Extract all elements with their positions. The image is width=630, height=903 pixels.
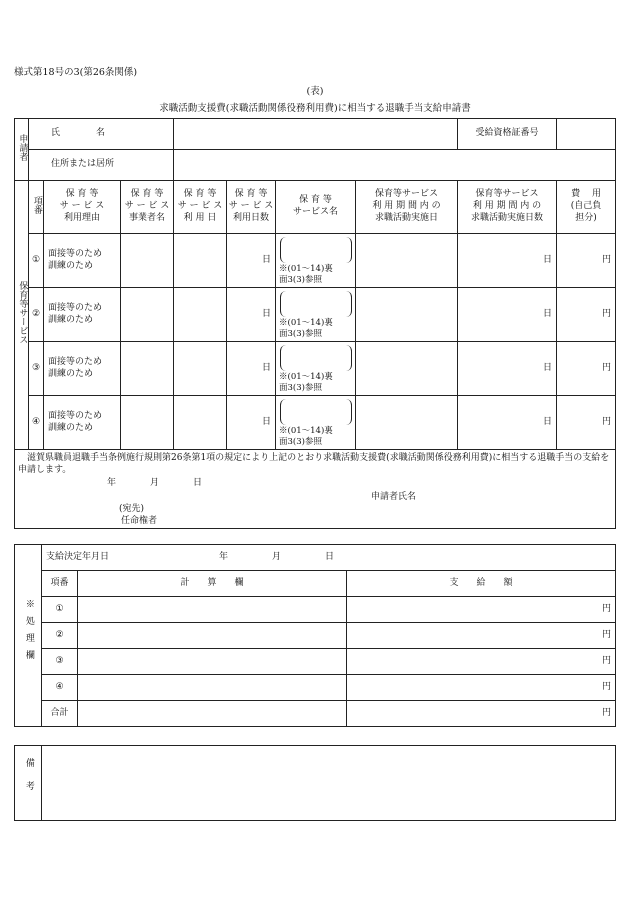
col-reason: 保 育 等 サ ー ビ ス 利用理由 [44, 181, 121, 234]
row-use-date[interactable] [174, 396, 227, 450]
row-service-name[interactable] [276, 396, 356, 450]
col-period-date: 保育等サービス 利 用 期 間 内 の 求職活動実施日 [356, 181, 458, 234]
row-provider[interactable] [121, 234, 174, 288]
bracket-box [280, 399, 352, 425]
row-cost[interactable]: 円 [557, 342, 616, 396]
processing-section-label: ※処理欄 [15, 545, 42, 727]
row-use-date[interactable] [174, 288, 227, 342]
row-reason[interactable]: 面接等のため 訓練のため [44, 396, 121, 450]
row-number: ② [29, 288, 44, 342]
name-label: 氏 名 [29, 119, 174, 150]
col-use-days: 保 育 等 サ ー ビ ス 利用日数 [227, 181, 276, 234]
days-unit: 日 [262, 254, 272, 265]
cert-label: 受給資格証番号 [458, 119, 557, 150]
declaration-text: 滋賀県職員退職手当条例施行規則第26条第1項の規定により上記のとおり求職活動支援費(求職活動関係役務利用費)に相当する退職手当の支給を申請します。 [18, 453, 610, 476]
processing-row [15, 701, 616, 727]
name-field[interactable] [174, 119, 458, 150]
row-period-date[interactable] [356, 396, 458, 450]
amount-field[interactable]: 円 [347, 649, 616, 675]
appointer: 任命権者 [121, 516, 158, 526]
processing-row [15, 649, 616, 675]
bracket-box [280, 291, 352, 317]
row-period-days[interactable]: 日 [458, 342, 557, 396]
row-number: ② [42, 623, 78, 649]
row-reason[interactable]: 面接等のため 訓練のため [44, 288, 121, 342]
amount-field[interactable]: 円 [347, 675, 616, 701]
bracket-box [280, 237, 352, 263]
reference-note: ※(01～14)裏 面3(3)参照 [279, 264, 333, 285]
amount-field[interactable]: 円 [347, 623, 616, 649]
row-number: ③ [29, 342, 44, 396]
row-period-days[interactable]: 日 [458, 234, 557, 288]
remarks-field[interactable] [42, 746, 616, 821]
form-number: 様式第18号の3(第26条関係) [14, 67, 138, 78]
decision-date-row[interactable]: 支給決定年月日 年 月 日 [42, 545, 616, 571]
amount-field[interactable]: 円 [347, 701, 616, 727]
row-provider[interactable] [121, 396, 174, 450]
service-row [15, 342, 616, 396]
service-row [15, 288, 616, 342]
declaration-block [15, 450, 616, 529]
reference-note: ※(01～14)裏 面3(3)参照 [279, 372, 333, 393]
processing-row [15, 675, 616, 701]
col-calc: 計 算 欄 [78, 571, 347, 597]
col-use-date: 保 育 等 サ ー ビ ス 利 用 日 [174, 181, 227, 234]
row-period-days[interactable]: 日 [458, 396, 557, 450]
calc-field[interactable] [78, 623, 347, 649]
row-provider[interactable] [121, 288, 174, 342]
remarks-label: 備考 [15, 746, 42, 821]
calc-field[interactable] [78, 649, 347, 675]
service-row [15, 234, 616, 288]
col-item: 項番 [42, 571, 78, 597]
bracket-box [280, 345, 352, 371]
calc-field[interactable] [78, 675, 347, 701]
row-service-name[interactable] [276, 234, 356, 288]
service-section-label: 保育等サービス [15, 181, 29, 450]
col-cost: 費 用 (自己負 担分) [557, 181, 616, 234]
days-unit: 日 [262, 416, 272, 427]
row-reason[interactable]: 面接等のため 訓練のため [44, 342, 121, 396]
row-reason[interactable]: 面接等のため 訓練のため [44, 234, 121, 288]
row-use-days[interactable] [227, 396, 276, 450]
row-cost[interactable]: 円 [557, 288, 616, 342]
row-cost[interactable]: 円 [557, 396, 616, 450]
row-period-date[interactable] [356, 234, 458, 288]
calc-field[interactable] [78, 597, 347, 623]
col-period-days: 保育等サービス 利 用 期 間 内 の 求職活動実施日数 [458, 181, 557, 234]
front-label: (表) [306, 86, 324, 97]
row-number: ① [42, 597, 78, 623]
row-use-date[interactable] [174, 234, 227, 288]
form-title: 求職活動支援費(求職活動関係役務利用費)に相当する退職手当支給申請書 [159, 103, 471, 114]
row-service-name[interactable] [276, 288, 356, 342]
col-item-no: 項番 [29, 181, 44, 234]
row-period-days[interactable]: 日 [458, 288, 557, 342]
row-number: ④ [42, 675, 78, 701]
row-use-date[interactable] [174, 342, 227, 396]
col-service-name: 保 育 等 サービス名 [276, 181, 356, 234]
processing-row [15, 597, 616, 623]
row-number: ③ [42, 649, 78, 675]
row-provider[interactable] [121, 342, 174, 396]
address-field[interactable] [174, 150, 616, 181]
col-provider: 保 育 等 サ ー ビ ス 事業者名 [121, 181, 174, 234]
reference-note: ※(01～14)裏 面3(3)参照 [279, 426, 333, 447]
cert-field[interactable] [557, 119, 616, 150]
declaration-date[interactable]: 年 月 日 [107, 478, 203, 488]
amount-field[interactable]: 円 [347, 597, 616, 623]
address-label: 住所または居所 [29, 150, 174, 181]
reference-note: ※(01～14)裏 面3(3)参照 [279, 318, 333, 339]
row-number: ① [29, 234, 44, 288]
processing-row [15, 623, 616, 649]
row-use-days[interactable] [227, 288, 276, 342]
col-amount: 支 給 額 [347, 571, 616, 597]
calc-field[interactable] [78, 701, 347, 727]
application-table [14, 118, 616, 529]
row-period-date[interactable] [356, 288, 458, 342]
row-use-days[interactable] [227, 342, 276, 396]
remarks-table [14, 745, 616, 821]
days-unit: 日 [262, 362, 272, 373]
row-cost[interactable]: 円 [557, 234, 616, 288]
days-unit: 日 [262, 308, 272, 319]
row-number: ④ [29, 396, 44, 450]
row-period-date[interactable] [356, 342, 458, 396]
row-service-name[interactable] [276, 342, 356, 396]
processing-table [14, 544, 616, 727]
addressee: (宛先) [119, 504, 145, 514]
total-label: 合計 [42, 701, 78, 727]
applicant-section-label: 申請者 [15, 119, 29, 181]
applicant-name-label: 申請者氏名 [371, 492, 417, 502]
service-row [15, 396, 616, 450]
row-use-days[interactable] [227, 234, 276, 288]
